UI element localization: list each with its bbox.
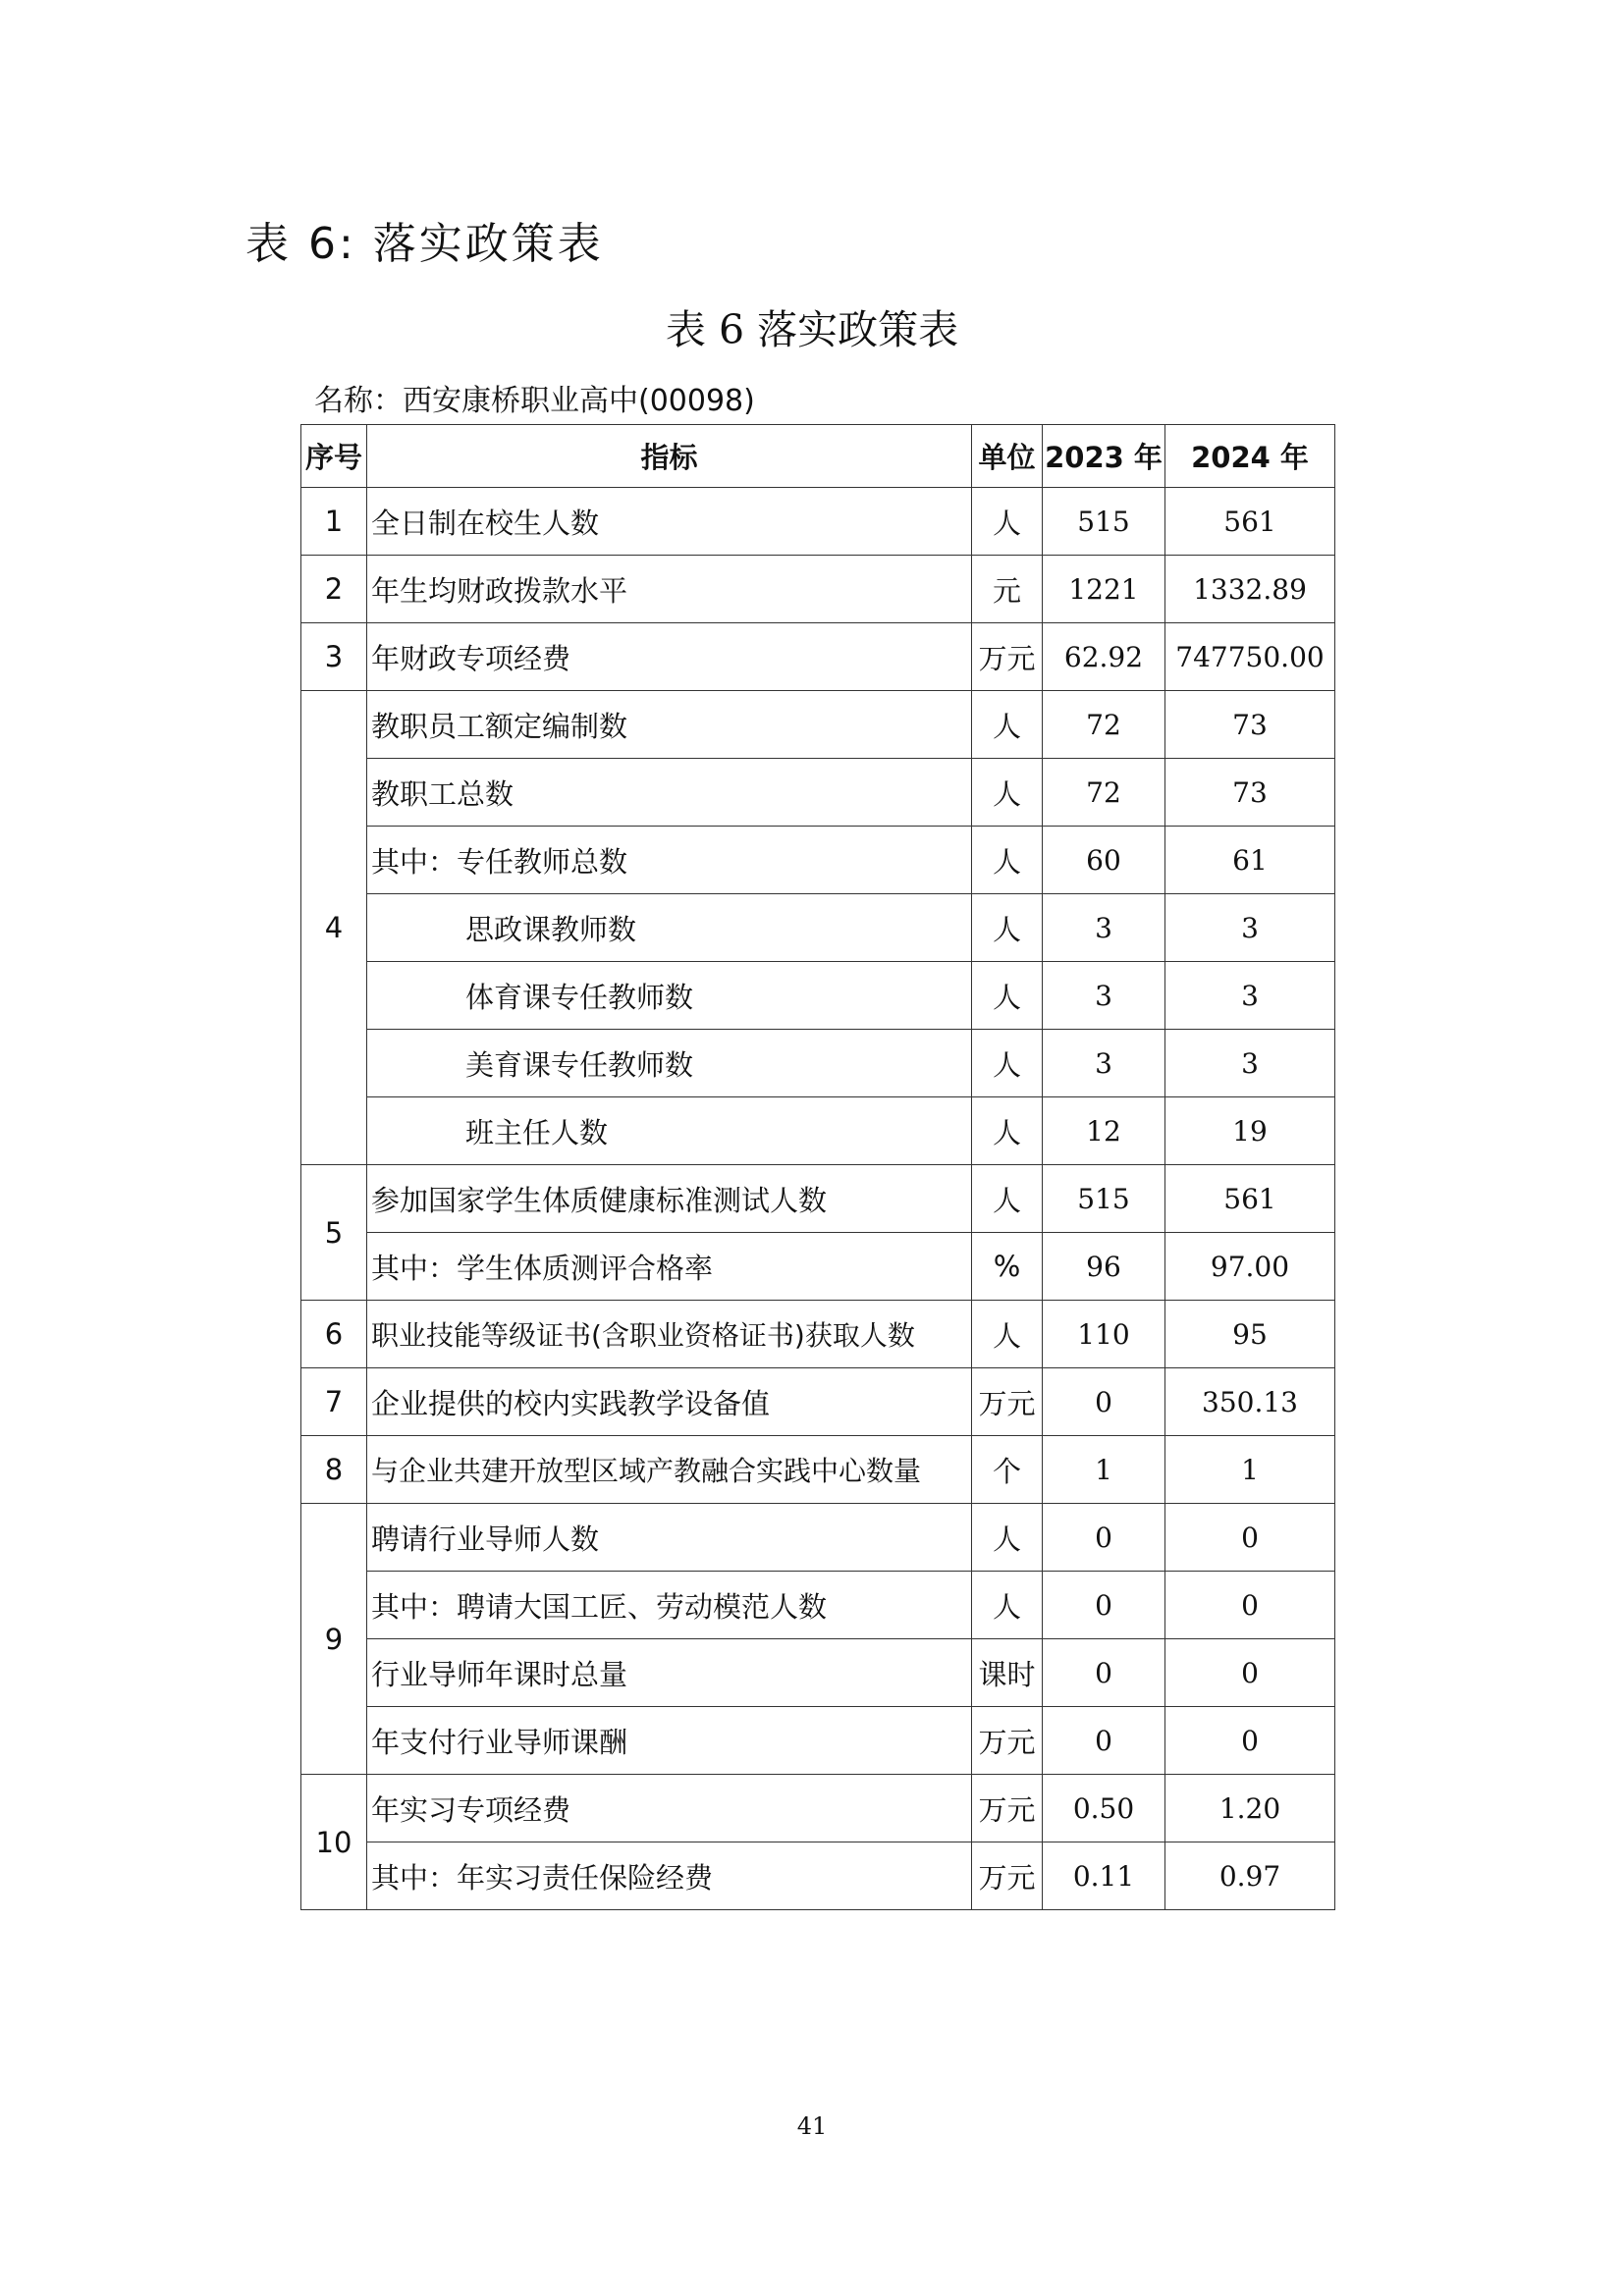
row-unit: 万元 bbox=[972, 1842, 1043, 1910]
row-value-2023: 0 bbox=[1043, 1639, 1165, 1707]
table-row bbox=[301, 1436, 1335, 1504]
row-value-2024: 1332.89 bbox=[1165, 556, 1335, 623]
row-unit: 人 bbox=[972, 1097, 1043, 1165]
row-indicator: 参加国家学生体质健康标准测试人数 bbox=[367, 1165, 972, 1233]
row-seq: 3 bbox=[301, 623, 367, 691]
row-seq: 1 bbox=[301, 488, 367, 556]
row-unit: 人 bbox=[972, 1301, 1043, 1368]
table-row bbox=[301, 827, 1335, 894]
row-value-2024: 1.20 bbox=[1165, 1775, 1335, 1842]
row-indicator: 年支付行业导师课酬 bbox=[367, 1707, 972, 1775]
row-unit: % bbox=[972, 1233, 1043, 1301]
row-indicator: 年财政专项经费 bbox=[367, 623, 972, 691]
row-seq: 4 bbox=[301, 691, 367, 1165]
row-value-2024: 0 bbox=[1165, 1504, 1335, 1572]
row-value-2024: 97.00 bbox=[1165, 1233, 1335, 1301]
row-value-2023: 0 bbox=[1043, 1572, 1165, 1639]
row-unit: 人 bbox=[972, 894, 1043, 962]
row-indicator: 教职员工额定编制数 bbox=[367, 691, 972, 759]
row-indicator: 其中：聘请大国工匠、劳动模范人数 bbox=[367, 1572, 972, 1639]
table-row bbox=[301, 1165, 1335, 1233]
table-row bbox=[301, 1301, 1335, 1368]
table-row bbox=[301, 1233, 1335, 1301]
row-unit: 人 bbox=[972, 962, 1043, 1030]
table-row bbox=[301, 1572, 1335, 1639]
row-indicator: 其中：专任教师总数 bbox=[367, 827, 972, 894]
row-value-2023: 110 bbox=[1043, 1301, 1165, 1368]
organization-name: 名称：西安康桥职业高中(00098) bbox=[314, 384, 755, 418]
row-seq: 7 bbox=[301, 1368, 367, 1436]
row-unit: 人 bbox=[972, 488, 1043, 556]
page-number: 41 bbox=[796, 2112, 828, 2140]
row-value-2024: 350.13 bbox=[1165, 1368, 1335, 1436]
table-row bbox=[301, 1097, 1335, 1165]
row-unit: 万元 bbox=[972, 1368, 1043, 1436]
table-row bbox=[301, 488, 1335, 556]
row-unit: 元 bbox=[972, 556, 1043, 623]
row-value-2023: 515 bbox=[1043, 1165, 1165, 1233]
row-value-2024: 3 bbox=[1165, 1030, 1335, 1097]
row-seq: 6 bbox=[301, 1301, 367, 1368]
row-unit: 万元 bbox=[972, 1707, 1043, 1775]
row-indicator: 教职工总数 bbox=[367, 759, 972, 827]
row-indicator: 年生均财政拨款水平 bbox=[367, 556, 972, 623]
row-unit: 万元 bbox=[972, 1775, 1043, 1842]
row-indicator: 年实习专项经费 bbox=[367, 1775, 972, 1842]
row-value-2024: 0.97 bbox=[1165, 1842, 1335, 1910]
row-value-2024: 19 bbox=[1165, 1097, 1335, 1165]
row-seq: 8 bbox=[301, 1436, 367, 1504]
row-value-2023: 3 bbox=[1043, 1030, 1165, 1097]
row-value-2024: 61 bbox=[1165, 827, 1335, 894]
row-indicator: 其中：年实习责任保险经费 bbox=[367, 1842, 972, 1910]
header-indicator: 指标 bbox=[367, 425, 972, 488]
row-value-2024: 747750.00 bbox=[1165, 623, 1335, 691]
row-value-2023: 0 bbox=[1043, 1707, 1165, 1775]
row-value-2024: 561 bbox=[1165, 1165, 1335, 1233]
row-value-2023: 72 bbox=[1043, 691, 1165, 759]
table-row bbox=[301, 1842, 1335, 1910]
table-row bbox=[301, 1639, 1335, 1707]
table-row bbox=[301, 623, 1335, 691]
table-row bbox=[301, 1504, 1335, 1572]
row-indicator: 企业提供的校内实践教学设备值 bbox=[367, 1368, 972, 1436]
row-value-2023: 96 bbox=[1043, 1233, 1165, 1301]
row-unit: 课时 bbox=[972, 1639, 1043, 1707]
row-value-2024: 3 bbox=[1165, 894, 1335, 962]
row-unit: 人 bbox=[972, 1504, 1043, 1572]
row-value-2023: 0 bbox=[1043, 1368, 1165, 1436]
table-row bbox=[301, 691, 1335, 759]
row-value-2023: 12 bbox=[1043, 1097, 1165, 1165]
row-indicator: 体育课专任教师数 bbox=[367, 962, 972, 1030]
row-value-2023: 3 bbox=[1043, 894, 1165, 962]
table-row bbox=[301, 1707, 1335, 1775]
row-unit: 人 bbox=[972, 1165, 1043, 1233]
table-title: 表 6 落实政策表 bbox=[665, 306, 959, 353]
table-header-row bbox=[301, 425, 1335, 488]
row-unit: 人 bbox=[972, 827, 1043, 894]
policy-table bbox=[300, 424, 1335, 1910]
table-row bbox=[301, 894, 1335, 962]
row-unit: 万元 bbox=[972, 623, 1043, 691]
row-value-2023: 1 bbox=[1043, 1436, 1165, 1504]
row-indicator: 班主任人数 bbox=[367, 1097, 972, 1165]
row-unit: 人 bbox=[972, 691, 1043, 759]
row-value-2023: 60 bbox=[1043, 827, 1165, 894]
row-value-2023: 515 bbox=[1043, 488, 1165, 556]
table-row bbox=[301, 1775, 1335, 1842]
row-indicator: 全日制在校生人数 bbox=[367, 488, 972, 556]
row-seq: 5 bbox=[301, 1165, 367, 1301]
section-heading: 表 6: 落实政策表 bbox=[245, 219, 604, 269]
row-indicator: 职业技能等级证书(含职业资格证书)获取人数 bbox=[367, 1301, 972, 1368]
row-value-2023: 0 bbox=[1043, 1504, 1165, 1572]
row-indicator: 与企业共建开放型区域产教融合实践中心数量 bbox=[367, 1436, 972, 1504]
row-indicator: 其中：学生体质测评合格率 bbox=[367, 1233, 972, 1301]
row-value-2023: 62.92 bbox=[1043, 623, 1165, 691]
row-value-2023: 0.11 bbox=[1043, 1842, 1165, 1910]
row-unit: 人 bbox=[972, 1030, 1043, 1097]
row-seq: 9 bbox=[301, 1504, 367, 1775]
table-row bbox=[301, 556, 1335, 623]
row-value-2024: 1 bbox=[1165, 1436, 1335, 1504]
row-value-2024: 95 bbox=[1165, 1301, 1335, 1368]
row-indicator: 行业导师年课时总量 bbox=[367, 1639, 972, 1707]
row-value-2023: 1221 bbox=[1043, 556, 1165, 623]
row-indicator: 美育课专任教师数 bbox=[367, 1030, 972, 1097]
row-value-2024: 0 bbox=[1165, 1572, 1335, 1639]
header-unit: 单位 bbox=[972, 425, 1043, 488]
row-value-2023: 72 bbox=[1043, 759, 1165, 827]
row-value-2024: 3 bbox=[1165, 962, 1335, 1030]
row-seq: 10 bbox=[301, 1775, 367, 1910]
table-row bbox=[301, 1030, 1335, 1097]
row-unit: 个 bbox=[972, 1436, 1043, 1504]
row-seq: 2 bbox=[301, 556, 367, 623]
header-2024: 2024 年 bbox=[1165, 425, 1335, 488]
row-indicator: 思政课教师数 bbox=[367, 894, 972, 962]
table-row bbox=[301, 1368, 1335, 1436]
row-value-2024: 0 bbox=[1165, 1707, 1335, 1775]
row-indicator: 聘请行业导师人数 bbox=[367, 1504, 972, 1572]
row-value-2024: 73 bbox=[1165, 691, 1335, 759]
header-2023: 2023 年 bbox=[1043, 425, 1165, 488]
row-unit: 人 bbox=[972, 759, 1043, 827]
table-row bbox=[301, 759, 1335, 827]
row-unit: 人 bbox=[972, 1572, 1043, 1639]
row-value-2024: 73 bbox=[1165, 759, 1335, 827]
row-value-2023: 0.50 bbox=[1043, 1775, 1165, 1842]
row-value-2024: 561 bbox=[1165, 488, 1335, 556]
row-value-2023: 3 bbox=[1043, 962, 1165, 1030]
table-row bbox=[301, 962, 1335, 1030]
row-value-2024: 0 bbox=[1165, 1639, 1335, 1707]
header-seq: 序号 bbox=[301, 425, 367, 488]
